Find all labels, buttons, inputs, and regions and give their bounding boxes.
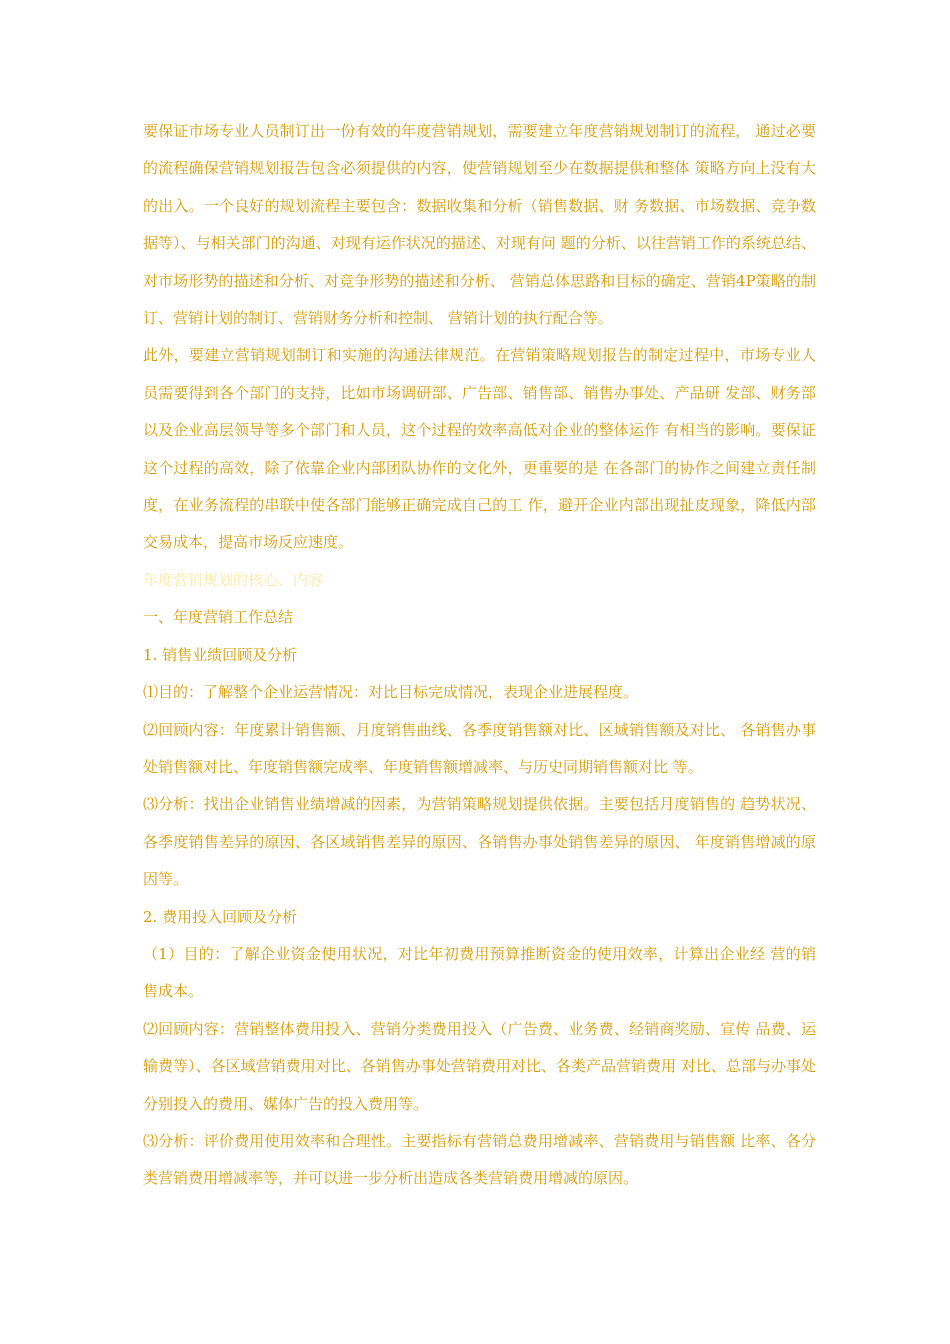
item-2-purpose: （1）目的：了解企业资金使用状况，对比年初费用预算推断资金的使用效率，计算出企业经 营的销售成本。 [143,944,816,1001]
item-1-purpose: ⑴目的：了解整个企业运营情况：对比目标完成情况，表现企业进展程度。 [143,683,639,702]
item-1-heading: 1. 销售业绩回顾及分析 [143,645,298,664]
document-body [143,113,816,1198]
intro-paragraph-2: 此外，要建立营销规划制订和实施的沟通法律规范。在营销策略规划报告的制定过程中，市场专业人员需要得到各个部门的支持，比如市场调研部、广告部、销售部、销售办事处、产品研 发部、财务部以及企业高层领导等多个部门和人员，这个过程的效率高低对企业的整体运作 有相当的影响。要保证这个过程的高效，除了依靠企业内部团队协作的文化外，更重要的是 在各部门的协作之间建立责任制度，在业务流程的串联中使各部门能够正确完成自己的工 作，避开企业内部出现扯皮现象，降低内部交易成本，提高市场反应速度。 [143,346,816,552]
intro-paragraph-1: 要保证市场专业人员制订出一份有效的年度营销规划，需要建立年度营销规划制订的流程， 通过必要的流程确保营销规划报告包含必须提供的内容，使营销规划至少在数据提供和整体 策略方向上没有大的出入。一个良好的规划流程主要包含：数据收集和分析（销售数据、财 务数据、市场数据、竞争数据等）、与相关部门的沟通、对现有运作状况的描述、对现有问 题的分析、以往营销工作的系统总结、对市场形势的描述和分析、对竞争形势的描述和分析、 营销总体思路和目标的确定、营销4P策略的制订、营销计划的制订、营销财务分析和控制、 营销计划的执行配合等。 [143,122,816,328]
item-2-heading: 2. 费用投入回顾及分析 [143,907,298,926]
item-2-review: ⑵回顾内容：营销整体费用投入、营销分类费用投入（广告费、业务费、经销商奖励、宣传 品费、运输费等）、各区域营销费用对比、各销售办事处营销费用对比、各类产品营销费用 对比、总部与办事处分别投入的费用、媒体广告的投入费用等。 [143,1019,816,1113]
item-1-review: ⑵回顾内容：年度累计销售额、月度销售曲线、各季度销售额对比、区域销售额及对比、 各销售办事处销售额对比、年度销售额完成率、年度销售额增减率、与历史同期销售额对比 等。 [143,720,816,776]
section-1-heading: 一、年度营销工作总结 [143,608,294,627]
faint-section-heading: 年度营销规划的核心、内容 [143,570,324,589]
item-1-analysis: ⑶分析：找出企业销售业绩增减的因素，为营销策略规划提供依据。主要包括月度销售的 趋势状况、各季度销售差异的原因、各区域销售差异的原因、各销售办事处销售差异的原因、 年度销售增减的原因等。 [143,795,816,889]
item-2-analysis: ⑶分析：评价费用使用效率和合理性。主要指标有营销总费用增减率、营销费用与销售额 比率、各分类营销费用增减率等，并可以进一步分析出造成各类营销费用增减的原因。 [143,1131,816,1188]
